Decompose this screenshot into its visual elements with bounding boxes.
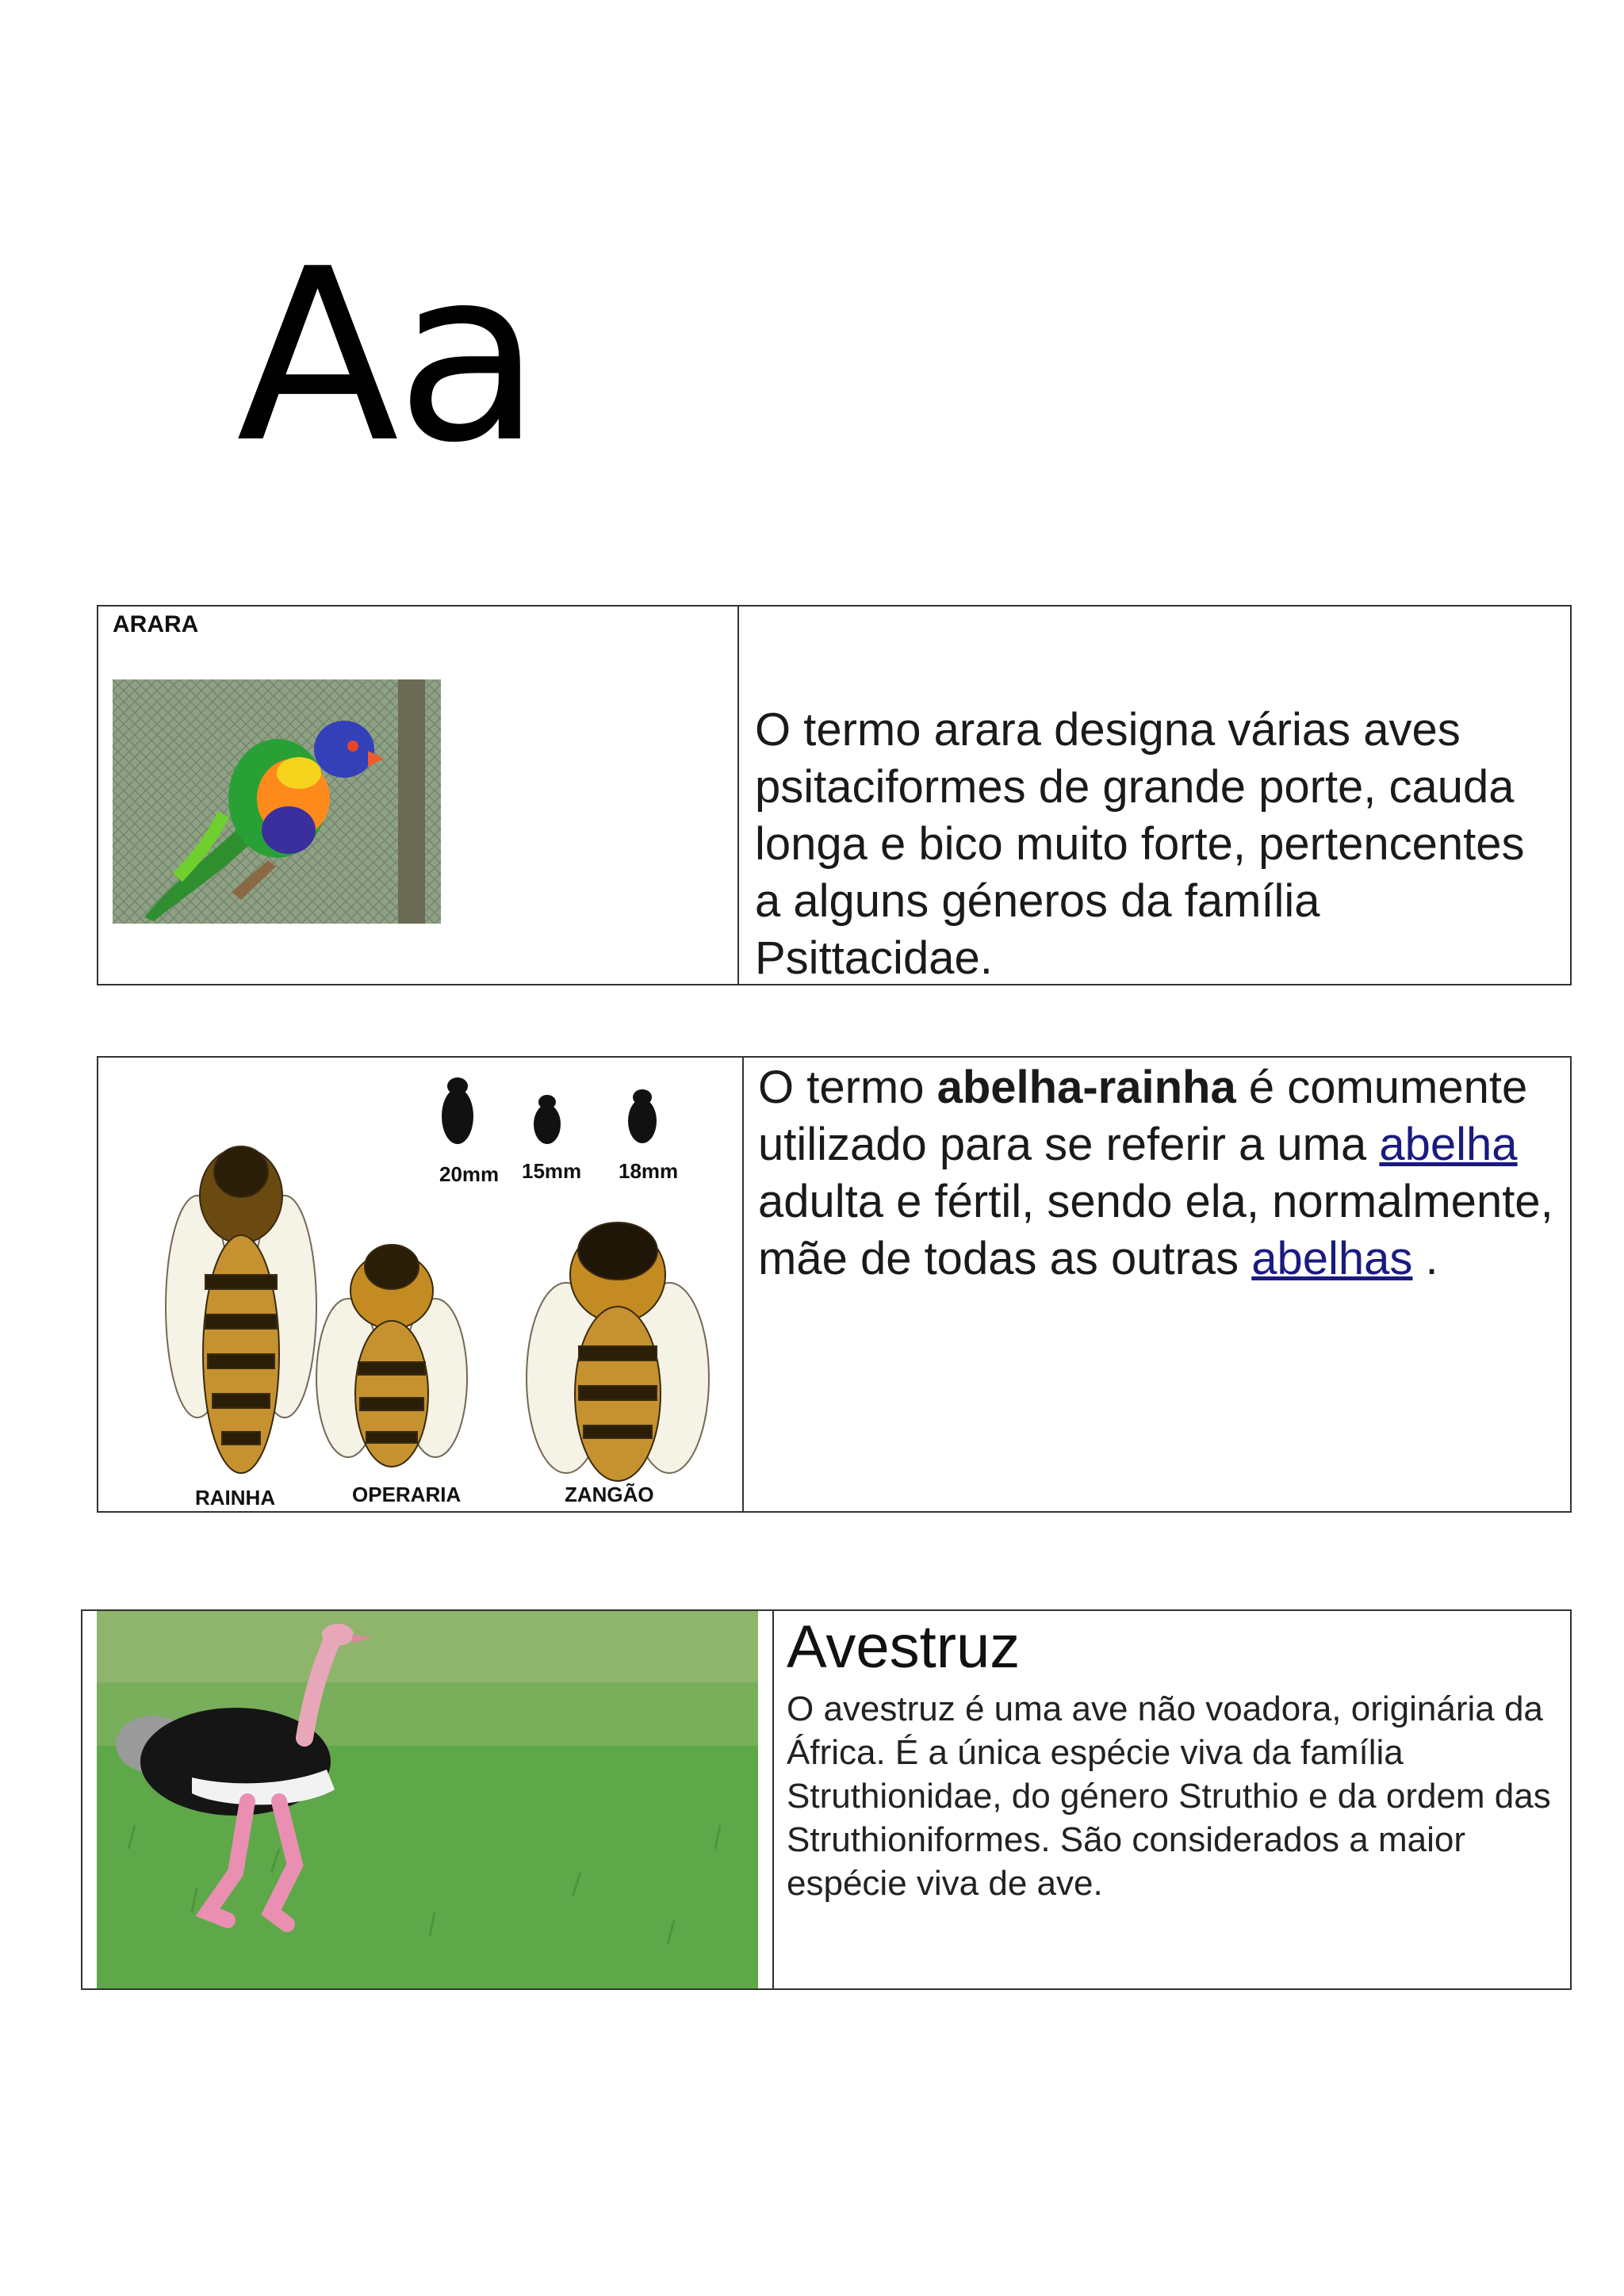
abelha-link[interactable]: abelha (1379, 1119, 1518, 1170)
small-bee-silhouettes (442, 1077, 657, 1144)
avestruz-description: O avestruz é uma ave não voadora, originária da África. É a única espécie viva da família Struthionidae, do género Struthio e da ordem das Struthioniformes. São considerados a maior espécie viva de ave. (787, 1689, 1551, 1903)
arara-label: ARARA (113, 611, 199, 637)
size-label-3: 18mm (619, 1159, 679, 1183)
card-avestruz (81, 1609, 1572, 1990)
bee-castes-illustration-icon (106, 1061, 733, 1511)
drone-bee (527, 1223, 709, 1481)
abelha-text-end: . (1412, 1233, 1438, 1284)
card-abelha (97, 1056, 1572, 1513)
abelhas-link[interactable]: abelhas (1251, 1233, 1413, 1284)
arara-text-cell (737, 607, 1570, 984)
worker-bee (316, 1245, 467, 1467)
caste-label-worker: OPERARIA (352, 1483, 462, 1506)
card-arara (97, 605, 1572, 985)
avestruz-text-cell (772, 1611, 1570, 1988)
size-label-2: 15mm (522, 1159, 582, 1183)
queen-bee (166, 1146, 316, 1473)
caste-label-drone: ZANGÃO (565, 1483, 654, 1506)
ostrich-photo-icon (97, 1611, 758, 1988)
avestruz-title: Avestruz (787, 1613, 1021, 1681)
size-label-1: 20mm (439, 1162, 500, 1186)
abelha-description (758, 1059, 1559, 1288)
caste-label-queen: RAINHA (195, 1486, 276, 1510)
macaw-photo-icon (113, 679, 441, 924)
abelha-rainha-term: abelha-rainha (936, 1062, 1236, 1113)
abelha-text-intro: O termo (758, 1062, 937, 1113)
avestruz-image-cell (82, 1611, 772, 1988)
page-letter-heading: Aa (236, 218, 539, 495)
abelha-text-middle: adulta e fértil, sendo ela, normalmente, mãe de todas as outras (758, 1176, 1553, 1284)
arara-description: O termo arara designa várias aves psitaciformes de grande porte, cauda longa e bico muito forte, pertencentes a alguns géneros da família Psittacidae. (755, 704, 1525, 984)
arara-image-cell (98, 607, 737, 984)
abelha-image-cell (98, 1058, 742, 1511)
abelha-text-cell (742, 1058, 1570, 1511)
abelha-text-after-bold: é comumente utilizado para se referir a uma (758, 1062, 1528, 1170)
